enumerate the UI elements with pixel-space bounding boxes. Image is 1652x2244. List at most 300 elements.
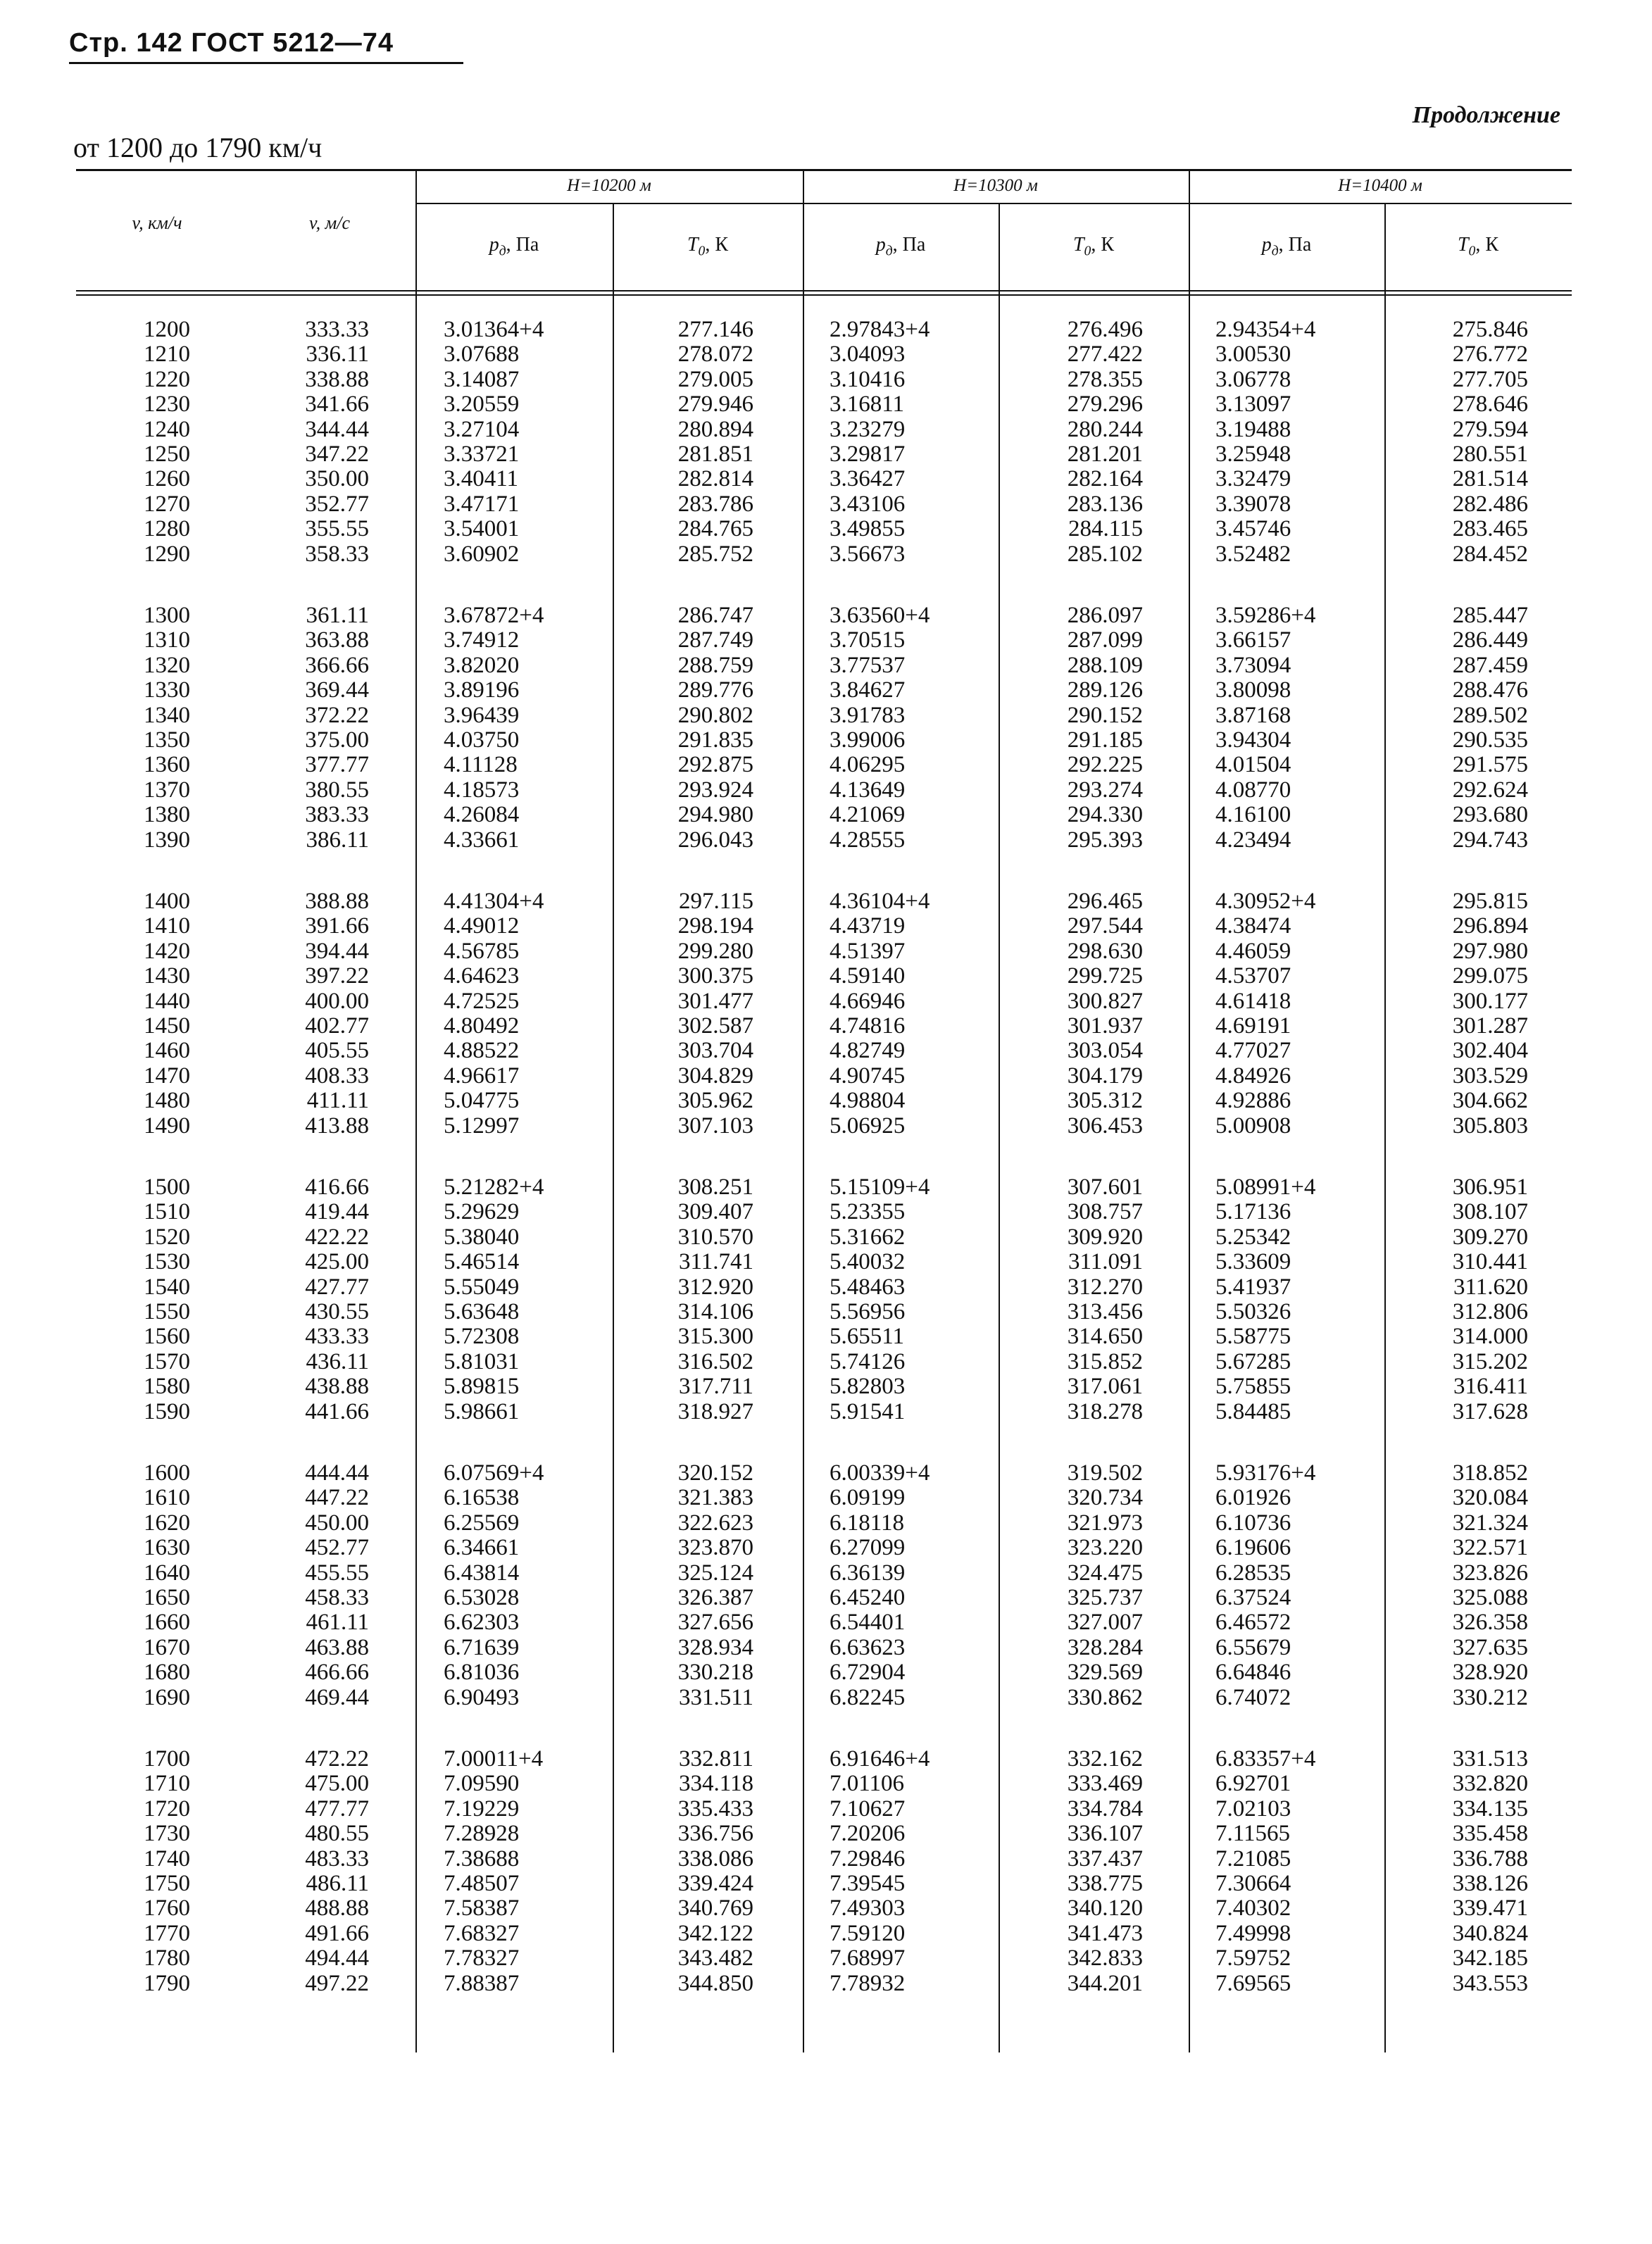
- table-row: [76, 341, 1572, 367]
- temperature-10300-cell: 311.091: [1068, 1249, 1143, 1275]
- temperature-10400-cell: 338.126: [1452, 1871, 1528, 1896]
- temperature-10300-cell: 313.456: [1067, 1299, 1143, 1324]
- speed-ms-cell: 416.66: [305, 1174, 369, 1200]
- pressure-10300-cell: 3.56673: [830, 541, 906, 567]
- temperature-10400-cell: 314.000: [1452, 1324, 1528, 1350]
- pressure-10200-cell: 6.25569: [444, 1510, 520, 1536]
- temperature-10200-cell: 322.623: [677, 1510, 753, 1536]
- speed-kmh-cell: 1310: [144, 627, 190, 653]
- table-row: [76, 1174, 1572, 1200]
- speed-kmh-cell: 1780: [144, 1945, 190, 1972]
- temperature-10400-cell: 315.202: [1452, 1348, 1528, 1374]
- pressure-10200-cell: 7.88387: [444, 1970, 520, 1996]
- pressure-10400-cell: 6.01926: [1215, 1485, 1291, 1511]
- speed-kmh-cell: 1510: [144, 1199, 190, 1225]
- pressure-10200-cell: 5.04775: [444, 1088, 520, 1114]
- pressure-10200-cell: 4.72525: [444, 988, 520, 1014]
- speed-kmh-cell: 1250: [144, 441, 190, 467]
- temperature-10400-cell: 343.553: [1452, 1970, 1528, 1996]
- temperature-10400-cell: 323.826: [1452, 1560, 1528, 1586]
- pressure-10400-cell: 4.84926: [1215, 1063, 1291, 1089]
- table-row: [76, 963, 1572, 989]
- speed-kmh-cell: 1240: [144, 416, 190, 442]
- t-subscript: 0: [1084, 244, 1091, 259]
- speed-kmh-cell: 1720: [144, 1795, 190, 1822]
- pressure-10400-cell: 4.77027: [1215, 1038, 1291, 1064]
- pressure-10400-cell: 4.69191: [1215, 1013, 1291, 1039]
- temperature-10300-cell: 294.330: [1067, 802, 1143, 828]
- table-row: [76, 603, 1572, 628]
- table-row: [76, 752, 1572, 777]
- pressure-10300-cell: 4.36104+4: [830, 889, 930, 914]
- pressure-10400-cell: 4.23494: [1215, 827, 1291, 853]
- table-row: [76, 1846, 1572, 1872]
- temperature-10300-cell: 278.355: [1067, 366, 1143, 392]
- pressure-10400-cell: 5.75855: [1215, 1374, 1291, 1400]
- pressure-10400-cell: 4.46059: [1215, 938, 1291, 964]
- pressure-10200-cell: 3.01364+4: [444, 317, 544, 342]
- table-row: [76, 1685, 1572, 1710]
- pressure-10200-cell: 4.18573: [444, 777, 520, 803]
- pressure-10400-cell: 5.93176+4: [1215, 1460, 1316, 1486]
- table-row: [76, 1971, 1572, 1996]
- temperature-10300-cell: 286.097: [1067, 603, 1143, 628]
- speed-kmh-cell: 1700: [144, 1746, 190, 1772]
- temperature-10400-cell: 279.594: [1452, 416, 1528, 442]
- speed-kmh-cell: 1790: [144, 1970, 190, 1996]
- speed-kmh-cell: 1500: [144, 1174, 190, 1200]
- pressure-10200-cell: 6.53028: [444, 1585, 520, 1610]
- table-row: [76, 627, 1572, 653]
- t-symbol: T: [1072, 234, 1084, 256]
- header-pressure-3: [1189, 234, 1384, 260]
- speed-kmh-cell: 1200: [144, 317, 190, 342]
- temperature-10300-cell: 283.136: [1067, 491, 1143, 517]
- speed-kmh-cell: 1410: [144, 913, 190, 939]
- pressure-10200-cell: 3.67872+4: [444, 603, 544, 628]
- temperature-10200-cell: 344.850: [677, 1970, 753, 1996]
- temperature-10300-cell: 329.569: [1067, 1660, 1143, 1686]
- temperature-10400-cell: 287.459: [1452, 652, 1528, 678]
- t-subscript: 0: [698, 244, 706, 259]
- table-row: [76, 727, 1572, 753]
- page-header: [69, 28, 394, 58]
- temperature-10300-cell: 328.284: [1067, 1634, 1143, 1660]
- header-rule: [69, 62, 463, 64]
- temperature-10200-cell: 288.759: [677, 652, 753, 678]
- temperature-10300-cell: 323.220: [1067, 1535, 1143, 1561]
- table-row: [76, 1871, 1572, 1896]
- header-bottom-rule-1: [76, 290, 1572, 292]
- table-row: [76, 1374, 1572, 1399]
- speed-ms-cell: 413.88: [305, 1112, 369, 1139]
- speed-kmh-cell: 1680: [144, 1660, 190, 1686]
- temperature-10400-cell: 310.441: [1452, 1249, 1528, 1275]
- pressure-10300-cell: 4.06295: [830, 752, 906, 778]
- pressure-10400-cell: 6.46572: [1215, 1610, 1291, 1636]
- pressure-10300-cell: 3.84627: [830, 677, 906, 703]
- temperature-10400-cell: 326.358: [1452, 1610, 1528, 1636]
- pressure-10200-cell: 3.40411: [444, 466, 519, 492]
- pressure-10200-cell: 3.74912: [444, 627, 520, 653]
- pressure-10300-cell: 7.20206: [830, 1821, 906, 1847]
- temperature-10200-cell: 304.829: [677, 1063, 753, 1089]
- temperature-10300-cell: 327.007: [1067, 1610, 1143, 1636]
- temperature-10200-cell: 310.570: [677, 1224, 753, 1250]
- pressure-10200-cell: 5.38040: [444, 1224, 520, 1250]
- pressure-10200-cell: 4.33661: [444, 827, 520, 853]
- temperature-10200-cell: 338.086: [677, 1845, 753, 1872]
- temperature-10300-cell: 291.185: [1067, 727, 1143, 753]
- table-row: [76, 516, 1572, 541]
- table-row: [76, 367, 1572, 392]
- speed-ms-cell: 486.11: [306, 1871, 369, 1896]
- speed-ms-cell: 427.77: [305, 1274, 369, 1300]
- temperature-10400-cell: 321.324: [1452, 1510, 1528, 1536]
- temperature-10200-cell: 298.194: [677, 913, 753, 939]
- temperature-10300-cell: 300.827: [1067, 988, 1143, 1014]
- speed-kmh-cell: 1760: [144, 1895, 190, 1922]
- pressure-10400-cell: 3.80098: [1215, 677, 1291, 703]
- speed-kmh-cell: 1560: [144, 1324, 190, 1350]
- pressure-10300-cell: 7.29846: [830, 1845, 906, 1872]
- table-row: [76, 417, 1572, 442]
- table-row: [76, 1821, 1572, 1846]
- header-temperature-3: [1384, 234, 1572, 260]
- temperature-10300-cell: 307.601: [1067, 1174, 1143, 1200]
- pressure-10400-cell: 7.40302: [1215, 1895, 1291, 1922]
- table-row: [76, 802, 1572, 827]
- temperature-10300-cell: 344.201: [1067, 1970, 1143, 1996]
- pressure-10200-cell: 4.96617: [444, 1063, 520, 1089]
- table-row: [76, 777, 1572, 803]
- table-top-rule: [76, 169, 1572, 171]
- speed-ms-cell: 475.00: [305, 1771, 369, 1797]
- speed-ms-cell: 477.77: [305, 1795, 369, 1822]
- temperature-10300-cell: 292.225: [1067, 752, 1143, 778]
- temperature-10200-cell: 280.894: [677, 416, 753, 442]
- pressure-10400-cell: 7.11565: [1215, 1821, 1291, 1847]
- table-row: [76, 1274, 1572, 1300]
- pressure-10400-cell: 5.33609: [1215, 1249, 1291, 1275]
- speed-kmh-cell: 1590: [144, 1398, 190, 1424]
- pressure-10200-cell: 5.89815: [444, 1374, 520, 1400]
- temperature-10200-cell: 282.814: [677, 466, 753, 492]
- pressure-10300-cell: 5.15109+4: [830, 1174, 930, 1200]
- pressure-10300-cell: 7.68997: [830, 1945, 906, 1972]
- pressure-10300-cell: 4.90745: [830, 1063, 906, 1089]
- pressure-10400-cell: 6.83357+4: [1215, 1746, 1316, 1772]
- header-v-kmh: [76, 213, 238, 234]
- temperature-10200-cell: 330.218: [677, 1660, 753, 1686]
- temperature-10200-cell: 303.704: [677, 1038, 753, 1064]
- t-subscript: 0: [1468, 244, 1476, 259]
- table-row: [76, 1199, 1572, 1224]
- temperature-10400-cell: 283.465: [1452, 516, 1528, 542]
- pressure-10400-cell: 4.38474: [1215, 913, 1291, 939]
- pressure-10300-cell: 2.97843+4: [830, 317, 930, 342]
- temperature-10200-cell: 285.752: [677, 541, 753, 567]
- speed-ms-cell: 461.11: [306, 1610, 369, 1636]
- speed-ms-cell: 363.88: [305, 627, 369, 653]
- pressure-10200-cell: 6.34661: [444, 1535, 520, 1561]
- table-row: [76, 1660, 1572, 1685]
- speed-ms-cell: 400.00: [305, 988, 369, 1014]
- temperature-10200-cell: 336.756: [677, 1821, 753, 1847]
- pressure-10400-cell: 7.21085: [1215, 1845, 1291, 1872]
- temperature-10200-cell: 307.103: [677, 1112, 753, 1139]
- pressure-10200-cell: 7.19229: [444, 1795, 520, 1822]
- pressure-10300-cell: 7.78932: [830, 1970, 906, 1996]
- pressure-10200-cell: 5.21282+4: [444, 1174, 544, 1200]
- temperature-10300-cell: 289.126: [1067, 677, 1143, 703]
- speed-ms-cell: 341.66: [305, 391, 369, 418]
- temperature-10400-cell: 282.486: [1452, 491, 1528, 517]
- speed-kmh-cell: 1470: [144, 1063, 190, 1089]
- speed-ms-cell: 419.44: [305, 1199, 369, 1225]
- temperature-10200-cell: 323.870: [677, 1535, 753, 1561]
- table-row: [76, 1895, 1572, 1921]
- temperature-10300-cell: 317.061: [1067, 1374, 1143, 1400]
- pressure-10200-cell: 4.03750: [444, 727, 520, 753]
- pressure-10400-cell: 6.37524: [1215, 1585, 1291, 1610]
- pressure-10300-cell: 4.13649: [830, 777, 906, 803]
- table-row: [76, 1063, 1572, 1089]
- temperature-10400-cell: 327.635: [1452, 1634, 1528, 1660]
- pressure-10300-cell: 5.56956: [830, 1299, 906, 1324]
- speed-kmh-cell: 1330: [144, 677, 190, 703]
- pressure-10300-cell: 5.48463: [830, 1274, 906, 1300]
- speed-kmh-cell: 1620: [144, 1510, 190, 1536]
- temperature-10200-cell: 326.387: [677, 1585, 753, 1610]
- pressure-10200-cell: 5.81031: [444, 1348, 520, 1374]
- temperature-10300-cell: 277.422: [1067, 341, 1143, 368]
- temperature-10400-cell: 278.646: [1452, 391, 1528, 418]
- pressure-10300-cell: 6.36139: [830, 1560, 906, 1586]
- pressure-10300-cell: 4.21069: [830, 802, 906, 828]
- temperature-10400-cell: 309.270: [1452, 1224, 1528, 1250]
- pressure-10300-cell: 3.29817: [830, 441, 906, 467]
- p-unit: , Па: [1278, 234, 1312, 256]
- group-header-10200: [415, 176, 803, 196]
- pressure-10200-cell: 4.41304+4: [444, 889, 544, 914]
- temperature-10200-cell: 289.776: [677, 677, 753, 703]
- temperature-10200-cell: 301.477: [677, 988, 753, 1014]
- temperature-10400-cell: 281.514: [1452, 466, 1528, 492]
- temperature-10200-cell: 328.934: [677, 1634, 753, 1660]
- pressure-10200-cell: 3.96439: [444, 702, 520, 728]
- speed-ms-cell: 366.66: [305, 652, 369, 678]
- temperature-10300-cell: 297.544: [1067, 913, 1143, 939]
- speed-kmh-cell: 1360: [144, 752, 190, 778]
- temperature-10200-cell: 343.482: [677, 1945, 753, 1972]
- speed-ms-cell: 386.11: [306, 827, 369, 853]
- temperature-10300-cell: 299.725: [1067, 963, 1143, 989]
- table-row: [76, 939, 1572, 964]
- pressure-10300-cell: 5.31662: [830, 1224, 906, 1250]
- temperature-10200-cell: 342.122: [677, 1920, 753, 1946]
- pressure-10200-cell: 3.47171: [444, 491, 520, 517]
- pressure-10300-cell: 4.74816: [830, 1013, 906, 1039]
- pressure-10400-cell: 4.61418: [1215, 988, 1291, 1014]
- pressure-10400-cell: 3.66157: [1215, 627, 1291, 653]
- pressure-10200-cell: 6.62303: [444, 1610, 520, 1636]
- pressure-10300-cell: 5.06925: [830, 1112, 906, 1139]
- temperature-10200-cell: 296.043: [677, 827, 753, 853]
- pressure-10400-cell: 3.94304: [1215, 727, 1291, 753]
- temperature-10400-cell: 302.404: [1452, 1038, 1528, 1064]
- table-row: [76, 1510, 1572, 1536]
- speed-kmh-cell: 1220: [144, 366, 190, 392]
- temperature-10300-cell: 337.437: [1067, 1845, 1143, 1872]
- speed-ms-cell: 452.77: [305, 1535, 369, 1561]
- temperature-10300-cell: 288.109: [1067, 652, 1143, 678]
- speed-range-caption: от 1200 до 1790 км/ч: [73, 132, 323, 163]
- temperature-10200-cell: 321.383: [677, 1485, 753, 1511]
- speed-ms-cell: 372.22: [305, 702, 369, 728]
- temperature-10200-cell: 312.920: [677, 1274, 753, 1300]
- pressure-10300-cell: 5.82803: [830, 1374, 906, 1400]
- speed-kmh-cell: 1270: [144, 491, 190, 517]
- temperature-10400-cell: 336.788: [1452, 1845, 1528, 1872]
- speed-kmh-cell: 1460: [144, 1038, 190, 1064]
- pressure-10400-cell: 6.19606: [1215, 1535, 1291, 1561]
- speed-ms-cell: 455.55: [305, 1560, 369, 1586]
- pressure-10300-cell: 7.10627: [830, 1795, 906, 1822]
- pressure-10200-cell: 4.56785: [444, 938, 520, 964]
- speed-ms-cell: 336.11: [306, 341, 369, 368]
- speed-ms-cell: 355.55: [305, 516, 369, 542]
- pressure-10300-cell: 6.63623: [830, 1634, 906, 1660]
- pressure-10400-cell: 4.30952+4: [1215, 889, 1316, 914]
- header-v-kmh-text: v, км/ч: [132, 213, 182, 233]
- table-row: [76, 703, 1572, 728]
- table-row: [76, 1324, 1572, 1349]
- pressure-10200-cell: 3.27104: [444, 416, 520, 442]
- speed-ms-cell: 433.33: [305, 1324, 369, 1350]
- temperature-10200-cell: 335.433: [677, 1795, 753, 1822]
- pressure-10400-cell: 4.53707: [1215, 963, 1291, 989]
- pressure-10300-cell: 3.23279: [830, 416, 906, 442]
- temperature-10400-cell: 316.411: [1453, 1374, 1528, 1400]
- table-row: [76, 1088, 1572, 1113]
- pressure-10200-cell: 5.29629: [444, 1199, 520, 1225]
- pressure-10300-cell: 3.04093: [830, 341, 906, 368]
- temperature-10400-cell: 308.107: [1452, 1199, 1528, 1225]
- temperature-10400-cell: 292.624: [1452, 777, 1528, 803]
- temperature-10300-cell: 333.469: [1067, 1771, 1143, 1797]
- temperature-10200-cell: 300.375: [677, 963, 753, 989]
- speed-ms-cell: 469.44: [305, 1684, 369, 1710]
- pressure-10200-cell: 3.33721: [444, 441, 520, 467]
- speed-kmh-cell: 1400: [144, 889, 190, 914]
- pressure-10200-cell: 3.07688: [444, 341, 520, 368]
- header-temperature-1: [613, 234, 803, 260]
- speed-kmh-cell: 1420: [144, 938, 190, 964]
- continuation-label: Продолжение: [1412, 102, 1560, 128]
- pressure-10300-cell: 7.49303: [830, 1895, 906, 1922]
- speed-ms-cell: 450.00: [305, 1510, 369, 1536]
- pressure-10400-cell: 3.00530: [1215, 341, 1291, 368]
- speed-ms-cell: 350.00: [305, 466, 369, 492]
- pressure-10400-cell: 4.16100: [1215, 802, 1291, 828]
- temperature-10400-cell: 284.452: [1452, 541, 1528, 567]
- temperature-10300-cell: 306.453: [1067, 1112, 1143, 1139]
- temperature-10300-cell: 285.102: [1067, 541, 1143, 567]
- pressure-10200-cell: 4.80492: [444, 1013, 520, 1039]
- temperature-10400-cell: 318.852: [1452, 1460, 1528, 1486]
- speed-kmh-cell: 1640: [144, 1560, 190, 1586]
- pressure-10400-cell: 3.45746: [1215, 516, 1291, 542]
- temperature-10300-cell: 312.270: [1067, 1274, 1143, 1300]
- speed-ms-cell: 333.33: [305, 317, 369, 342]
- pressure-10400-cell: 5.58775: [1215, 1324, 1291, 1350]
- speed-kmh-cell: 1440: [144, 988, 190, 1014]
- header-pressure-2: [803, 234, 999, 260]
- speed-kmh-cell: 1610: [144, 1485, 190, 1511]
- pressure-10400-cell: 6.10736: [1215, 1510, 1291, 1536]
- temperature-10200-cell: 317.711: [678, 1374, 753, 1400]
- temperature-10200-cell: 277.146: [677, 317, 753, 342]
- speed-kmh-cell: 1370: [144, 777, 190, 803]
- table-row: [76, 1921, 1572, 1946]
- temperature-10200-cell: 292.875: [677, 752, 753, 778]
- table-row: [76, 1945, 1572, 1971]
- speed-kmh-cell: 1380: [144, 802, 190, 828]
- header-v-ms: [252, 213, 407, 234]
- speed-ms-cell: 425.00: [305, 1249, 369, 1275]
- pressure-10200-cell: 5.72308: [444, 1324, 520, 1350]
- pressure-10300-cell: 3.10416: [830, 366, 906, 392]
- t-unit: , К: [705, 234, 729, 256]
- temperature-10300-cell: 303.054: [1067, 1038, 1143, 1064]
- speed-ms-cell: 377.77: [305, 752, 369, 778]
- speed-kmh-cell: 1630: [144, 1535, 190, 1561]
- header-pressure-1: [415, 234, 613, 260]
- temperature-10400-cell: 296.894: [1452, 913, 1528, 939]
- pressure-10300-cell: 6.45240: [830, 1585, 906, 1610]
- speed-kmh-cell: 1290: [144, 541, 190, 567]
- pressure-10200-cell: 7.28928: [444, 1821, 520, 1847]
- table-row: [76, 541, 1572, 567]
- pressure-10400-cell: 2.94354+4: [1215, 317, 1316, 342]
- table-row: [76, 1535, 1572, 1560]
- temperature-10300-cell: 319.502: [1067, 1460, 1143, 1486]
- pressure-10200-cell: 6.16538: [444, 1485, 520, 1511]
- temperature-10400-cell: 280.551: [1452, 441, 1528, 467]
- pressure-10300-cell: 3.77537: [830, 652, 906, 678]
- temperature-10200-cell: 283.786: [677, 491, 753, 517]
- temperature-10400-cell: 342.185: [1452, 1945, 1528, 1972]
- speed-ms-cell: 436.11: [306, 1348, 369, 1374]
- speed-kmh-cell: 1340: [144, 702, 190, 728]
- pressure-10400-cell: 4.92886: [1215, 1088, 1291, 1114]
- pressure-10200-cell: 6.81036: [444, 1660, 520, 1686]
- pressure-10300-cell: 3.99006: [830, 727, 906, 753]
- speed-ms-cell: 358.33: [305, 541, 369, 567]
- pressure-10200-cell: 7.58387: [444, 1895, 520, 1922]
- temperature-10300-cell: 318.278: [1067, 1398, 1143, 1424]
- pressure-10300-cell: 4.28555: [830, 827, 906, 853]
- speed-ms-cell: 375.00: [305, 727, 369, 753]
- pressure-10300-cell: 6.09199: [830, 1485, 906, 1511]
- temperature-10400-cell: 320.084: [1452, 1485, 1528, 1511]
- pressure-10200-cell: 7.48507: [444, 1871, 520, 1896]
- temperature-10200-cell: 318.927: [677, 1398, 753, 1424]
- temperature-10300-cell: 284.115: [1068, 516, 1143, 542]
- pressure-10200-cell: 3.89196: [444, 677, 520, 703]
- p-symbol: р: [1261, 234, 1272, 256]
